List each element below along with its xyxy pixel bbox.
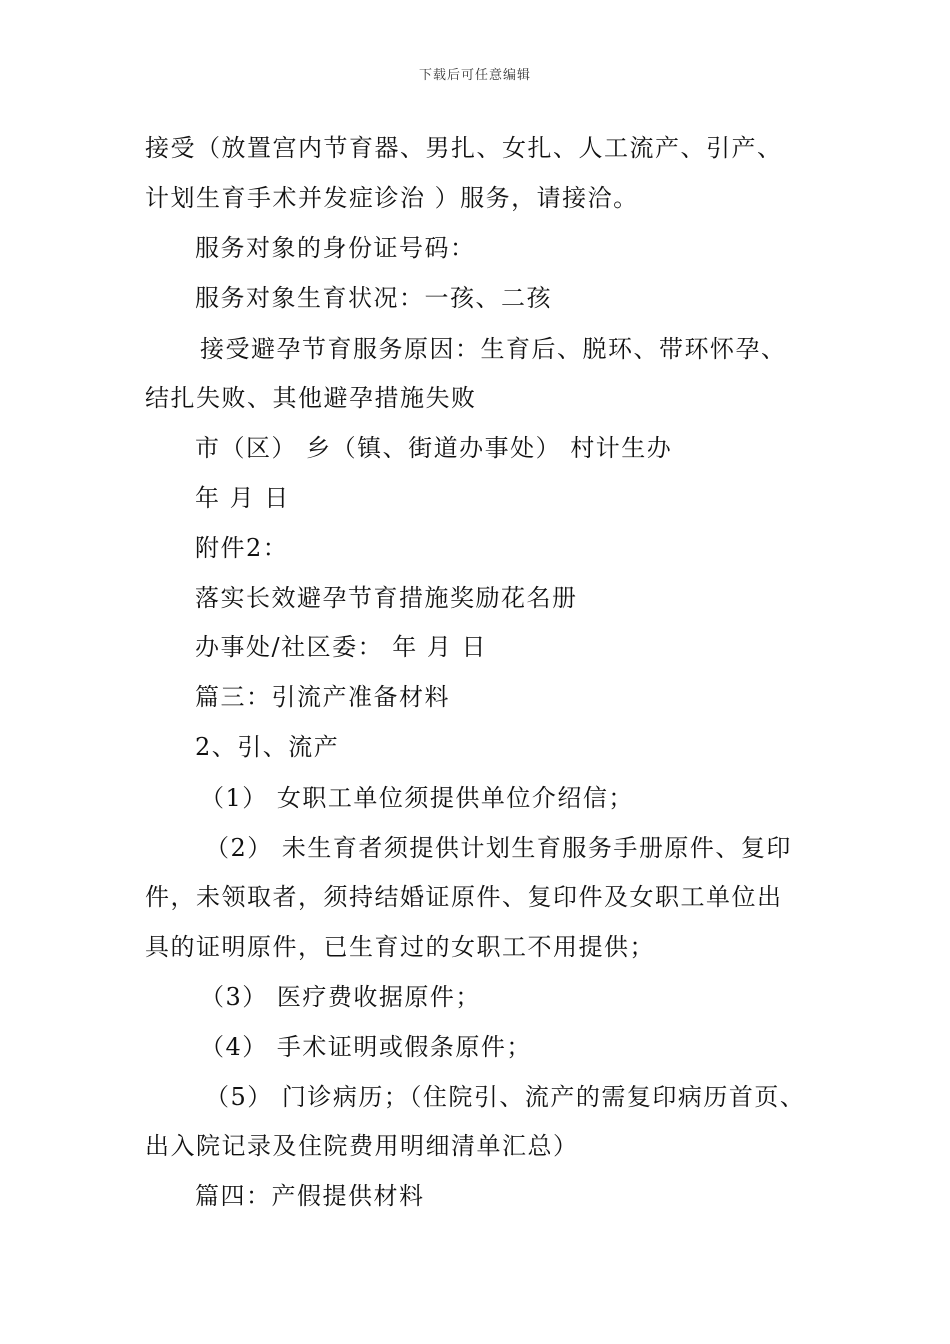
list-item: （1） 女职工单位须提供单位介绍信； <box>200 784 634 812</box>
body-line: 2、引、流产 <box>195 733 340 761</box>
body-line: 具的证明原件，已生育过的女职工不用提供； <box>145 933 655 961</box>
body-line: 办事处/社区委： 年 月 日 <box>195 633 487 661</box>
body-line: 市（区） 乡（镇、街道办事处） 村计生办 <box>195 434 673 462</box>
list-item: （4） 手术证明或假条原件； <box>200 1033 532 1061</box>
page-header: 下载后可任意编辑 <box>418 68 531 83</box>
body-line: 服务对象生育状况：一孩、二孩 <box>195 284 552 312</box>
body-line: 出入院记录及住院费用明细清单汇总） <box>145 1132 579 1160</box>
body-line: 件，未领取者，须持结婚证原件、复印件及女职工单位出 <box>145 883 783 911</box>
list-item: （2） 未生育者须提供计划生育服务手册原件、复印 <box>205 834 792 862</box>
section-heading: 篇四：产假提供材料 <box>195 1182 425 1210</box>
list-item: （5） 门诊病历；（住院引、流产的需复印病历首页、 <box>205 1083 806 1111</box>
body-line: 结扎失败、其他避孕措施失败 <box>145 384 477 412</box>
body-line: 附件2： <box>195 534 289 562</box>
body-line: 落实长效避孕节育措施奖励花名册 <box>195 584 578 612</box>
body-line: 接受（放置宫内节育器、男扎、女扎、人工流产、引产、 <box>145 134 783 162</box>
body-line: 服务对象的身份证号码： <box>195 234 476 262</box>
section-heading: 篇三：引流产准备材料 <box>195 683 450 711</box>
list-item: （3） 医疗费收据原件； <box>200 983 481 1011</box>
body-line: 接受避孕节育服务原因：生育后、脱环、带环怀孕、 <box>200 335 787 363</box>
body-line: 计划生育手术并发症诊治 ）服务，请接洽。 <box>145 184 639 212</box>
body-line: 年 月 日 <box>195 484 290 512</box>
